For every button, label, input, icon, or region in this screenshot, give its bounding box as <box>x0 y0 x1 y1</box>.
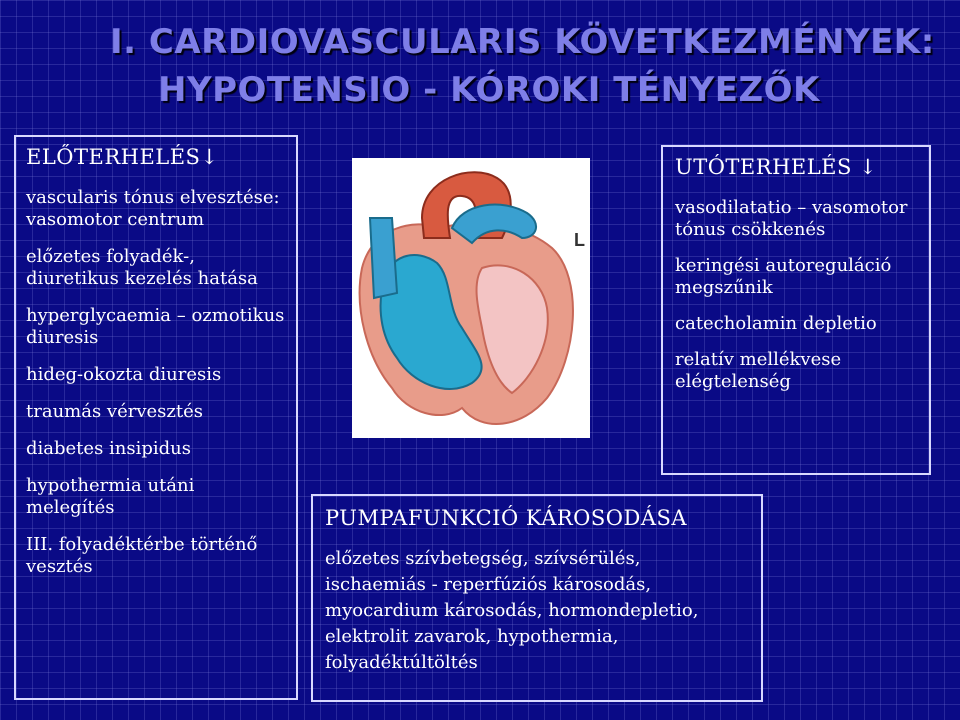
afterload-item: keringési autoreguláció megszűnik <box>675 255 892 298</box>
afterload-item: vasodilatatio – vasomotor tónus csökkenés <box>675 197 908 240</box>
preload-item: előzetes folyadék-, diuretikus kezelés hatása <box>26 246 258 289</box>
afterload-item: catecholamin depletio <box>675 313 877 334</box>
slide-title-line1: I. CARDIOVASCULARIS KÖVETKEZMÉNYEK: <box>110 22 935 62</box>
heart-image-label: L <box>574 230 585 250</box>
afterload-heading: UTÓTERHELÉS ↓ <box>675 155 878 179</box>
pump-line: folyadéktúltöltés <box>325 652 478 673</box>
preload-item: vascularis tónus elvesztése: vasomotor centrum <box>26 187 280 230</box>
slide-title-line2: HYPOTENSIO - KÓROKI TÉNYEZŐK <box>158 70 820 110</box>
preload-item: hyperglycaemia – ozmotikus diuresis <box>26 305 285 348</box>
pump-line: myocardium károsodás, hormondepletio, <box>325 600 699 621</box>
pump-text <box>325 546 749 676</box>
pump-function-panel <box>311 494 763 702</box>
preload-item: hypothermia utáni melegítés <box>26 475 195 518</box>
pump-line: előzetes szívbetegség, szívsérülés, <box>325 548 641 569</box>
pump-line: ischaemiás - reperfúziós károsodás, <box>325 574 652 595</box>
heart-anatomy-image <box>352 158 590 438</box>
preload-item: traumás vérvesztés <box>26 401 204 422</box>
afterload-item: relatív mellékvese elégtelenség <box>675 349 842 392</box>
vena-cava-shape <box>370 218 397 298</box>
preload-item: diabetes insipidus <box>26 438 192 459</box>
preload-panel <box>14 135 298 700</box>
preload-item: hideg-okozta diuresis <box>26 364 222 385</box>
afterload-panel <box>661 145 931 475</box>
preload-item: III. folyadéktérbe történő vesztés <box>26 534 258 577</box>
pump-heading: PUMPAFUNKCIÓ KÁROSODÁSA <box>325 506 688 530</box>
pump-line: elektrolit zavarok, hypothermia, <box>325 626 619 647</box>
preload-heading: ELŐTERHELÉS↓ <box>26 145 219 169</box>
